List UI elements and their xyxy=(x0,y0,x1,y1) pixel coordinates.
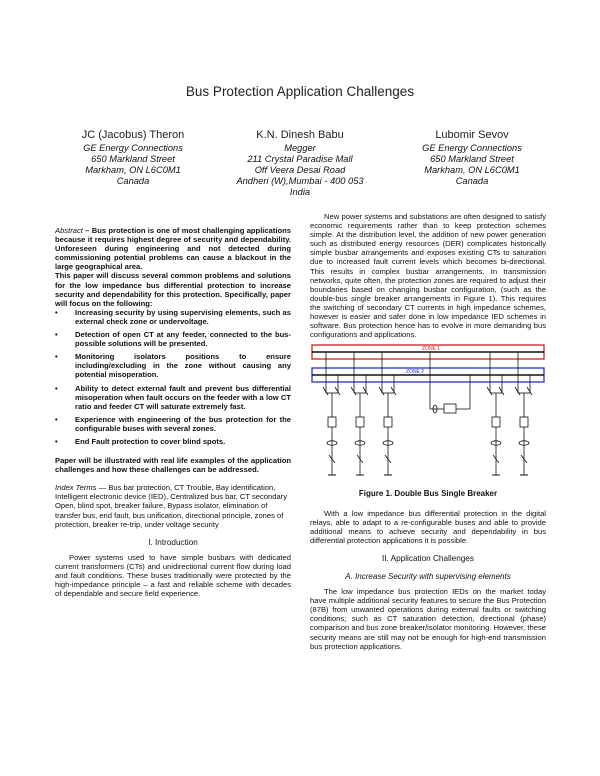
left-column xyxy=(55,212,291,598)
aff-line: Markham, ON L6C0M1 xyxy=(424,164,520,175)
author-block-1 xyxy=(38,130,228,187)
breaker-symbol xyxy=(356,417,364,427)
breaker-symbol xyxy=(328,417,336,427)
aff-line: Canada xyxy=(455,175,489,186)
aff-line: 211 Crystal Paradise Mall xyxy=(247,153,353,164)
isolator-switch-2 xyxy=(335,387,340,395)
isolator-switch-2 xyxy=(391,387,396,395)
section-heading-introduction: I. Introduction xyxy=(148,537,198,547)
zone2-label: ZONE 2 xyxy=(406,369,425,376)
isolator-switch-1 xyxy=(515,387,520,395)
list-item: • Ability to detect external fault and prevent bus differential misoperation when fault occurs on the feeder with a low CT ratio and feeder CT will saturate extremely fast. xyxy=(55,384,291,411)
list-item: • Detection of open CT at any feeder, connected to the bus-possible solutions will be presented. xyxy=(55,330,291,348)
intro-paragraph: Power systems used to have simple busbars with dedicated current transformers (CTs) and unidirectional current flow during load and fault conditions. These buses traditionally were protected by the high-impedance principle – a fast and reliable scheme with decades of dependable and secure field experience. xyxy=(55,552,291,599)
index-label: Index Terms xyxy=(55,483,97,493)
list-item: • Monitoring isolators positions to ensure including/excluding in the zone without causing any potential misoperation. xyxy=(55,352,291,379)
author-block-2 xyxy=(205,130,395,198)
isolator-switch-2 xyxy=(499,387,504,395)
section-heading-application-challenges: II. Application Challenges xyxy=(382,553,474,563)
author-block-3 xyxy=(377,130,567,187)
aff-line: Megger xyxy=(284,142,316,153)
author-name: Lubomir Sevov xyxy=(435,129,509,141)
list-item: • End Fault protection to cover blind spots. xyxy=(55,437,291,446)
isolator-switch-2 xyxy=(527,387,532,395)
subsection-heading: A. Increase Security with supervising elements xyxy=(345,571,511,581)
aff-line: Off Veera Desai Road xyxy=(254,164,346,175)
isolator-switch-1 xyxy=(379,387,384,395)
list-item: • Increasing security by using supervising elements, such as external check zone or undervoltage. xyxy=(55,308,291,326)
author-affiliation xyxy=(377,143,567,187)
aff-line: Canada xyxy=(116,175,150,186)
aff-line: India xyxy=(289,186,311,197)
breaker-symbol xyxy=(492,417,500,427)
breaker-symbol xyxy=(520,417,528,427)
abstract-label: Abstract xyxy=(55,226,83,235)
isolator-switch-1 xyxy=(323,387,328,395)
isolator-switch-1 xyxy=(487,387,492,395)
index-text: — Bus bar protection, CT Trouble, Bay identification, Intelligent electronic device (IED), Centralized bus bar, CT secondary Open, blind spot, breaker failure, Bypass isolator, elimination of transfer bus, end fault, bus unification, directional principle, zones of protection, breaker re-trip, under voltage security xyxy=(55,483,288,529)
body-paragraph: New power systems and substations are often designed to satisfy economic requirements rather than to keep protection schemes simple. At the distribution level, the addition of new power generation such as distributed energy resources (DER) complicates historically simple busbar arrangements and exposes existing CTs to saturation due to increased fault current levels which becomes bi-directional. This results in complex busbar arrangements. In transmission networks, quite often, the protection zones are required to adjust their boundaries based on changing busbar configuration, (such as the double-bus single breaker arrangements in Figure 1). This requires the switching of secondary CT currents in high impedance schemes, however is easier and safer done in low impedance IED schemes in software. Bus protection hence has to evolve in more demanding bus configurations and applications. xyxy=(310,212,546,340)
aff-line: 650 Markland Street xyxy=(430,153,514,164)
author-name: K.N. Dinesh Babu xyxy=(256,129,344,141)
feeder-bays xyxy=(323,352,532,475)
bus-coupler-breaker xyxy=(444,404,456,413)
isolator-switch-2 xyxy=(363,387,368,395)
author-affiliation xyxy=(205,143,395,198)
body-paragraph: The low impedance bus protection IEDs on the market today have multiple additional security features to secure the Bus Protection (87B) from unwanted operations during external faults or switching conditions; such as CT saturation detection, directional (phase) comparison and bus zone breaker/isolator monitoring. However, these security means are still may not be enough for high-end transmission bus protection applications. xyxy=(310,587,546,651)
abstract-bullet-list xyxy=(55,308,291,446)
aff-line: Andheri (W),Mumbai - 400 053 xyxy=(236,175,364,186)
aff-line: GE Energy Connections xyxy=(83,142,183,153)
figure-caption: Figure 1. Double Bus Single Breaker xyxy=(358,489,498,499)
paper-title: Bus Protection Application Challenges xyxy=(185,84,415,99)
abstract-paragraph-3: Paper will be illustrated with real life examples of the application challenges and how these challenges can be addressed. xyxy=(55,456,291,475)
author-affiliation xyxy=(38,143,228,187)
index-terms xyxy=(55,483,291,528)
right-column xyxy=(310,212,546,651)
isolator-switch-1 xyxy=(351,387,356,395)
abstract-text: – Bus protection is one of most challenging applications because it requires highest degree of security and dependability. Unforeseen during engineering and not detected during commissioning potential problems can cause a blackout in the large geographical area. xyxy=(55,226,291,272)
figure-double-bus-diagram xyxy=(310,343,546,483)
abstract-paragraph-2: This paper will discuss several common problems and solutions for the low impedance bus differential protection to increase security and dependability for this protection. Specifically, paper will focus on the following: xyxy=(55,271,291,308)
body-paragraph: With a low impedance bus differential protection in the digital relays, able to adapt to a re-configurable buses and able to provide additional means to achieve security and dependability in bus differential protection applications it is possible. xyxy=(310,508,546,545)
aff-line: Markham, ON L6C0M1 xyxy=(85,164,181,175)
aff-line: 650 Markland Street xyxy=(91,153,175,164)
aff-line: GE Energy Connections xyxy=(422,142,522,153)
abstract-paragraph xyxy=(55,226,291,271)
breaker-symbol xyxy=(384,417,392,427)
author-name: JC (Jacobus) Theron xyxy=(81,129,185,141)
zone1-label: ZONE 1 xyxy=(422,346,441,353)
list-item: • Experience with engineering of the bus protection for the configurable buses with several zones. xyxy=(55,415,291,433)
